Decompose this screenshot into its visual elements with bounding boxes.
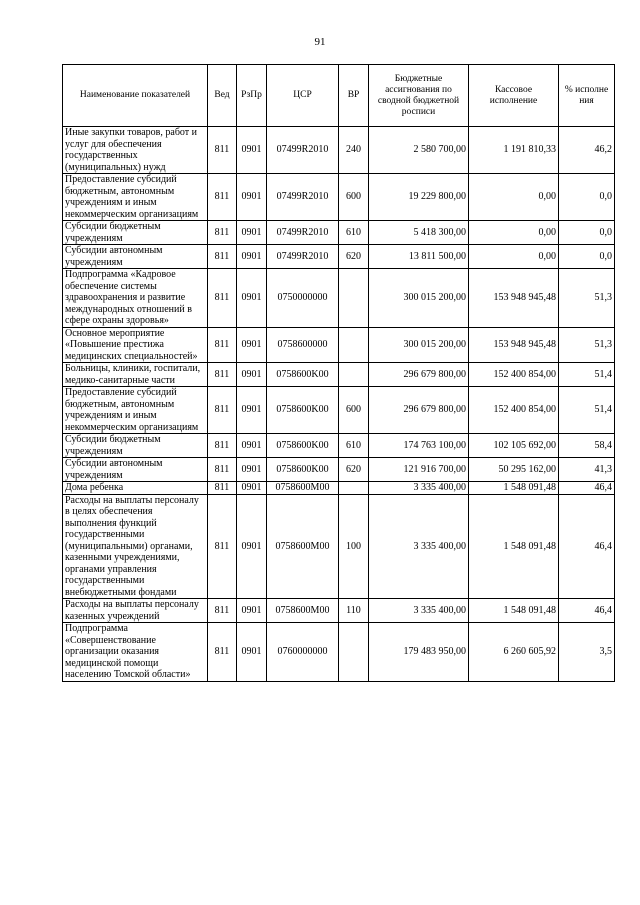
budget-table bbox=[62, 64, 615, 682]
row-cash: 0,00 bbox=[469, 221, 559, 245]
row-ved: 811 bbox=[208, 599, 237, 623]
row-budget: 296 679 800,00 bbox=[369, 363, 469, 387]
row-budget: 296 679 800,00 bbox=[369, 387, 469, 434]
row-ved: 811 bbox=[208, 458, 237, 482]
row-budget: 300 015 200,00 bbox=[369, 327, 469, 363]
row-budget: 2 580 700,00 bbox=[369, 127, 469, 174]
row-cash: 50 295 162,00 bbox=[469, 458, 559, 482]
header-cash: Кассовое исполнение bbox=[469, 65, 559, 127]
header-pct: % исполне ния bbox=[559, 65, 615, 127]
row-vr: 610 bbox=[339, 434, 369, 458]
row-pct: 0,0 bbox=[559, 174, 615, 221]
table-row bbox=[63, 174, 615, 221]
row-name: Основное мероприятие «Повышение престижа медицинских специальностей» bbox=[63, 327, 208, 363]
row-pct: 41,3 bbox=[559, 458, 615, 482]
row-vr: 110 bbox=[339, 599, 369, 623]
row-csr: 0758600K00 bbox=[267, 434, 339, 458]
row-ved: 811 bbox=[208, 269, 237, 328]
row-ved: 811 bbox=[208, 221, 237, 245]
row-name: Субсидии бюджетным учреждениям bbox=[63, 434, 208, 458]
row-ved: 811 bbox=[208, 245, 237, 269]
row-name: Подпрограмма «Кадровое обеспечение системы здравоохранения и развитие международных отношений в сфере охраны здоровья» bbox=[63, 269, 208, 328]
row-rzpr: 0901 bbox=[237, 623, 267, 682]
row-rzpr: 0901 bbox=[237, 221, 267, 245]
row-ved: 811 bbox=[208, 387, 237, 434]
row-pct: 46,4 bbox=[559, 599, 615, 623]
row-pct: 46,4 bbox=[559, 494, 615, 599]
row-rzpr: 0901 bbox=[237, 458, 267, 482]
row-vr: 600 bbox=[339, 387, 369, 434]
row-name: Предоставление субсидий бюджетным, автономным учреждениям и иным некоммерческим организациям bbox=[63, 387, 208, 434]
row-rzpr: 0901 bbox=[237, 494, 267, 599]
row-csr: 0758600K00 bbox=[267, 363, 339, 387]
row-name: Подпрограмма «Совершенствование организации оказания медицинской помощи населению Томской области» bbox=[63, 623, 208, 682]
table-row bbox=[63, 245, 615, 269]
row-pct: 0,0 bbox=[559, 221, 615, 245]
row-csr: 0758600K00 bbox=[267, 458, 339, 482]
row-cash: 0,00 bbox=[469, 245, 559, 269]
row-ved: 811 bbox=[208, 482, 237, 495]
row-csr: 0758600M00 bbox=[267, 599, 339, 623]
row-rzpr: 0901 bbox=[237, 387, 267, 434]
table-row bbox=[63, 623, 615, 682]
row-cash: 0,00 bbox=[469, 174, 559, 221]
row-vr: 610 bbox=[339, 221, 369, 245]
row-name: Больницы, клиники, госпитали, медико-санитарные части bbox=[63, 363, 208, 387]
row-budget: 179 483 950,00 bbox=[369, 623, 469, 682]
row-vr: 620 bbox=[339, 245, 369, 269]
row-csr: 0758600000 bbox=[267, 327, 339, 363]
table-row bbox=[63, 127, 615, 174]
table-row bbox=[63, 221, 615, 245]
row-budget: 174 763 100,00 bbox=[369, 434, 469, 458]
row-cash: 1 548 091,48 bbox=[469, 599, 559, 623]
row-pct: 51,3 bbox=[559, 269, 615, 328]
table-row bbox=[63, 494, 615, 599]
row-pct: 51,3 bbox=[559, 327, 615, 363]
row-vr: 600 bbox=[339, 174, 369, 221]
page-number: 91 bbox=[314, 36, 326, 48]
row-ved: 811 bbox=[208, 174, 237, 221]
row-name: Расходы на выплаты персоналу в целях обеспечения выполнения функций государственными (муниципальными) органами, казенными учреждениями, органами управления государственными внебюджетными фондами bbox=[63, 494, 208, 599]
row-rzpr: 0901 bbox=[237, 434, 267, 458]
row-rzpr: 0901 bbox=[237, 269, 267, 328]
row-csr: 07499R2010 bbox=[267, 127, 339, 174]
table-row bbox=[63, 482, 615, 495]
header-rzpr: РзПр bbox=[237, 65, 267, 127]
row-csr: 0758600M00 bbox=[267, 482, 339, 495]
row-pct: 46,2 bbox=[559, 127, 615, 174]
row-budget: 121 916 700,00 bbox=[369, 458, 469, 482]
row-pct: 3,5 bbox=[559, 623, 615, 682]
row-pct: 46,4 bbox=[559, 482, 615, 495]
table-row bbox=[63, 434, 615, 458]
row-vr bbox=[339, 363, 369, 387]
row-cash: 153 948 945,48 bbox=[469, 327, 559, 363]
row-rzpr: 0901 bbox=[237, 363, 267, 387]
row-vr: 240 bbox=[339, 127, 369, 174]
row-cash: 6 260 605,92 bbox=[469, 623, 559, 682]
table-row bbox=[63, 599, 615, 623]
header-vr: ВР bbox=[339, 65, 369, 127]
row-name: Иные закупки товаров, работ и услуг для обеспечения государственных (муниципальных) нужд bbox=[63, 127, 208, 174]
row-csr: 07499R2010 bbox=[267, 245, 339, 269]
row-rzpr: 0901 bbox=[237, 127, 267, 174]
row-ved: 811 bbox=[208, 494, 237, 599]
row-csr: 0758600K00 bbox=[267, 387, 339, 434]
row-ved: 811 bbox=[208, 127, 237, 174]
row-rzpr: 0901 bbox=[237, 327, 267, 363]
row-vr: 620 bbox=[339, 458, 369, 482]
table-row bbox=[63, 363, 615, 387]
table-row bbox=[63, 269, 615, 328]
row-cash: 1 191 810,33 bbox=[469, 127, 559, 174]
row-cash: 152 400 854,00 bbox=[469, 363, 559, 387]
header-budget: Бюджетные ассигнования по сводной бюджетной росписи bbox=[369, 65, 469, 127]
row-csr: 07499R2010 bbox=[267, 221, 339, 245]
row-name: Расходы на выплаты персоналу казенных учреждений bbox=[63, 599, 208, 623]
row-vr bbox=[339, 482, 369, 495]
row-pct: 0,0 bbox=[559, 245, 615, 269]
table-row bbox=[63, 327, 615, 363]
header-csr: ЦСР bbox=[267, 65, 339, 127]
row-cash: 102 105 692,00 bbox=[469, 434, 559, 458]
row-csr: 0758600M00 bbox=[267, 494, 339, 599]
row-budget: 13 811 500,00 bbox=[369, 245, 469, 269]
row-cash: 1 548 091,48 bbox=[469, 482, 559, 495]
row-pct: 58,4 bbox=[559, 434, 615, 458]
table-row bbox=[63, 458, 615, 482]
row-vr bbox=[339, 623, 369, 682]
row-name: Субсидии автономным учреждениям bbox=[63, 458, 208, 482]
row-budget: 19 229 800,00 bbox=[369, 174, 469, 221]
row-budget: 3 335 400,00 bbox=[369, 482, 469, 495]
table-header-row bbox=[63, 65, 615, 127]
row-name: Субсидии бюджетным учреждениям bbox=[63, 221, 208, 245]
row-budget: 5 418 300,00 bbox=[369, 221, 469, 245]
row-ved: 811 bbox=[208, 327, 237, 363]
row-csr: 07499R2010 bbox=[267, 174, 339, 221]
row-name: Дома ребенка bbox=[63, 482, 208, 495]
row-rzpr: 0901 bbox=[237, 174, 267, 221]
row-vr bbox=[339, 327, 369, 363]
row-ved: 811 bbox=[208, 363, 237, 387]
row-name: Предоставление субсидий бюджетным, автономным учреждениям и иным некоммерческим организациям bbox=[63, 174, 208, 221]
header-ved: Вед bbox=[208, 65, 237, 127]
table-row bbox=[63, 387, 615, 434]
row-vr bbox=[339, 269, 369, 328]
row-ved: 811 bbox=[208, 623, 237, 682]
row-rzpr: 0901 bbox=[237, 245, 267, 269]
row-budget: 3 335 400,00 bbox=[369, 599, 469, 623]
row-pct: 51,4 bbox=[559, 387, 615, 434]
row-csr: 0760000000 bbox=[267, 623, 339, 682]
row-pct: 51,4 bbox=[559, 363, 615, 387]
row-budget: 300 015 200,00 bbox=[369, 269, 469, 328]
row-cash: 1 548 091,48 bbox=[469, 494, 559, 599]
row-csr: 0750000000 bbox=[267, 269, 339, 328]
row-vr: 100 bbox=[339, 494, 369, 599]
row-ved: 811 bbox=[208, 434, 237, 458]
row-rzpr: 0901 bbox=[237, 599, 267, 623]
row-rzpr: 0901 bbox=[237, 482, 267, 495]
row-cash: 152 400 854,00 bbox=[469, 387, 559, 434]
row-cash: 153 948 945,48 bbox=[469, 269, 559, 328]
row-name: Субсидии автономным учреждениям bbox=[63, 245, 208, 269]
header-name: Наименование показателей bbox=[63, 65, 208, 127]
row-budget: 3 335 400,00 bbox=[369, 494, 469, 599]
